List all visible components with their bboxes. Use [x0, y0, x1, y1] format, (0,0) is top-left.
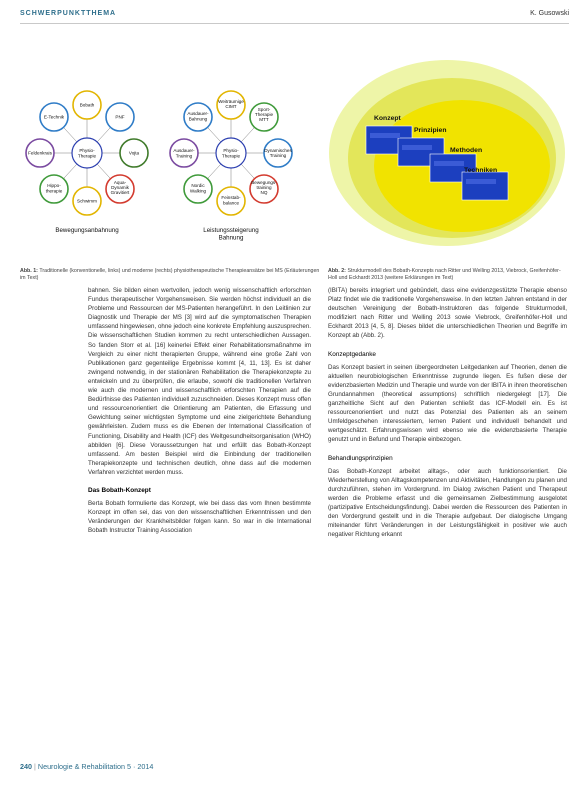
- page-footer: [20, 762, 153, 771]
- header-divider: [20, 23, 569, 24]
- node-hippo: Hippo-therapie: [45, 183, 63, 194]
- right-center-label: Physio-Therapie: [221, 148, 241, 159]
- node-cimt: Weiträumige CIMT: [218, 99, 244, 109]
- left-paragraph-2: Berta Bobath formulierte das Konzept, wie bei dass das vom Ihnen bestimmte Konzept im offen sei, das von den wissenschaftlichen Erkenntnissen und den Veränderungen der Krankheitsbilder folgen kann. So war in die International Bobath Instructor Training Association: [88, 500, 311, 535]
- label-konzept: Konzept: [374, 115, 401, 122]
- node-ausdauer-training: Ausdauer-Training: [173, 148, 195, 159]
- left-diagram-caption: Bewegungsanbahnung: [55, 227, 119, 234]
- figure-1-diagram: [20, 45, 317, 245]
- right-diagram-caption: Leistungssteigerung Bahnung: [203, 227, 259, 242]
- node-dynamisch: Dynamisches Training: [264, 148, 292, 158]
- author-name: K. Gusowski: [530, 10, 569, 17]
- heading-konzeptgedanke: Konzeptgedanke: [328, 350, 376, 358]
- right-paragraph-2: Das Konzept basiert in seinen übergeordneten Leitgedanken auf Theorien, denen die aktuellen neurobiologischen Erkenntnisse zugrunde liegen. Es fußen diese der evidenzbasierten Medizin und Therapie und wurde von der IBITA in ihren theoretischen Grundannahmen (theoretical assumptions) schriftlich niedergelegt [17]. Die ganzheitliche Sicht auf den Patienten schließt das ICF-Modell ein. Es ist ressourcenorientiert und nutzt das Potenzial des Patienten als an seinem Umfeldgeschehen interessiertem, lernen Patient und individuell behandelt und wertgeschätzt. Erfahrungswissen wird ebenso wie die evidenzbasierte Therapie genutzt und in Befund und Therapie einbezogen.: [328, 363, 567, 444]
- left-network-diagram: [26, 91, 148, 234]
- node-feinstab: Feinstab-balance: [221, 195, 241, 206]
- figure-2-diagram: [328, 58, 567, 248]
- journal-name: Neurologie & Rehabilitation 5 · 2014: [37, 762, 154, 771]
- figure-2-caption: [328, 268, 568, 282]
- label-techniken: Techniken: [464, 167, 498, 174]
- figure-2: [328, 58, 567, 248]
- node-vojta: Vojta: [128, 150, 140, 156]
- footer-separator: |: [34, 762, 36, 771]
- label-methoden: Methoden: [450, 147, 483, 154]
- figure-1-caption: [20, 268, 320, 282]
- figure-1-caption-label: Abb. 1:: [20, 268, 38, 274]
- figure-2-caption-label: Abb. 2:: [328, 268, 346, 274]
- heading-bobath-konzept: Das Bobath-Konzept: [88, 486, 151, 494]
- figure-2-caption-text: Strukturmodell des Bobath-Konzepts nach Ritter und Welling 2013, Viebrock, Greifenhöfer-Holl und Eckhardt 2013 (weitere Erklärungen im Text): [328, 268, 561, 282]
- node-bewegungstraining: Bewegungs-training NQ: [251, 180, 277, 195]
- box-techniken: [462, 172, 508, 200]
- left-paragraph-1: bahnen. Sie bilden einen wertvollen, jedoch wenig wissenschaftlich erforschten Fundus therapeutischer Vorgehensweisen. Sie werden höchst individuell an die Probleme und Ressourcen der MS-Patienten herangeführt. In den Leitlinien zur Diagnostik und Therapie der MS [3] wird auf die symptomatischen Therapien umfassend hingewiesen, ohne jedoch eine konkrete Empfehlung auszusprechen. Die wissenschaftlichen Studien kommen zu recht unterschiedlichen Aussagen. So fanden Storr et al. [16] keinerlei Effekt einer Rehabilitationsmaßnahme im Vergleich zu einer nicht therapierten Gruppe, während eine große Zahl von Publikationen ganz gegenteilige Ergebnisse kommt [4, 11, 13]. Es ist daher zwingend notwendig, in der stationären Rehabilitation die Therapiekonzepte zu entwickeln und zu überprüfen, die erlaube, sowohl die traditionellen Verfahren wie auch die modernen und wissenschaftlich erforschten Therapien auf die Bedürfnisse des Patienten individuell zuzuschneiden. Dieses Konzept muss offen und ressourcenorientiert die Orientierung am Patienten, die Erfassung und Gewichtung seiner wichtigsten Symptome und eine zielgerichtete Behandlung gewährleisten. Zudem muss es die Ebenen der International Classification of Functioning, Disability and Health (ICF) des Weltgesundheitsorganisation (WHO) abbilden [6]. Diese Voraussetzungen hat und erfüllt das Bobath-Konzept umfassend. Am besten Beispiel wird die Einbindung der traditionellen Therapiekonzepte und technischen deutlich, ohne dass auf die modernen Verfahren verzichtet werden muss.: [88, 287, 311, 476]
- right-paragraph-1: (IBITA) bereits integriert und gebündelt, dass eine evidenzgestützte Therapie ebenso Platz findet wie die traditionelle Vorgehensweise. In den letzten Jahren entstand in der deutschen Vereinigung der Bobath-Instruktoren das folgende Strukturmodell, modifiziert nach Ritter und Welling 2013 sowie Viebrock, Greifenhöfer-Holl und Eckhardt 2013 [4, 5, 8]. Dieses bildet die unterschiedlichen Theorien und Begriffe im Konzept ab (Abb. 2).: [328, 287, 567, 340]
- right-network-diagram: [170, 91, 292, 242]
- left-text-column: [88, 286, 311, 535]
- left-center-label: Physio-Therapie: [77, 148, 97, 159]
- label-prinzipien: Prinzipien: [414, 127, 447, 134]
- node-sport: Sport-Therapie MTT: [254, 107, 274, 122]
- page-number: 240: [20, 762, 32, 771]
- node-schwimm: Schwimm: [77, 198, 97, 204]
- node-nordic: Nordic Walking: [189, 183, 207, 194]
- right-text-column: [328, 286, 567, 539]
- node-pnf: PNF: [115, 114, 125, 120]
- node-feldenkrais: Feldenkrais: [28, 150, 52, 156]
- figure-1-caption-text: Traditionelle (konventionelle, links) und moderne (rechts) physiotherapeutische Therapieansätze bei MS (Erläuterungen im Text): [20, 268, 320, 282]
- node-etechnik: E-Technik: [43, 114, 65, 120]
- figure-1: [20, 45, 317, 245]
- node-aqua: Aqua-Dynamik Gravitiert: [110, 180, 130, 195]
- section-title: SCHWERPUNKTTHEMA: [20, 10, 117, 17]
- node-bobath: Bobath: [79, 102, 95, 108]
- node-ausdauer-bahnung: Ausdauer-Bahnung: [187, 111, 209, 122]
- heading-behandlungsprinzipien: Behandlungsprinzipien: [328, 454, 393, 462]
- right-paragraph-3: Das Bobath-Konzept arbeitet alltags-, oder auch funktionsorientiert. Die Wiederherstellung von Alltagskompetenzen und Aktivitäten, Handlungen zu planen und durchzuführen, stehen im Vordergrund. Im Dialog zwischen Patient und Therapeut werden die Probleme erfasst und die gemeinsamen Zielbestimmung ausgelotet (partizipative Entscheidungsfindung). Dabei werden die Ressourcen des Patienten in den Vordergrund gestellt und in die Therapie aufgebaut. Der dialogische Umgang miteinander führt Veränderungen in der Leistungsfähigkeit in positiver wie auch negativer Richtung erkannt: [328, 467, 567, 539]
